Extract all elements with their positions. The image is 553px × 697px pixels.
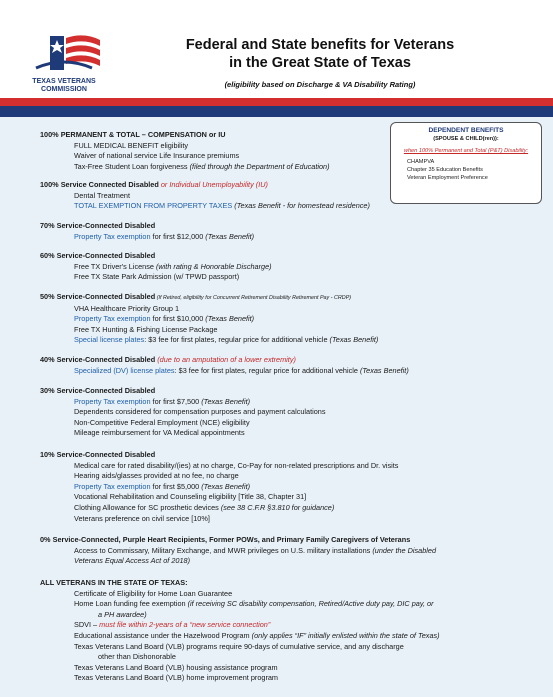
benefit-line: Home Loan funding fee exemption (if receiving SC disability compensation, Retired/Active duty pay, DIC pay, or [74,599,434,609]
section-heading: 30% Service-Connected Disabled [40,386,156,395]
benefit-line: Educational assistance under the Hazelwood Program (only applies “IF” initially enlisted within the state of Texas) [74,630,440,640]
benefit-line: Vocational Rehabilitation and Counseling eligibility [Title 38, Chapter 31] [74,492,307,502]
benefit-line: Property Tax exemption for first $5,000 (Texas Benefit) [74,481,251,491]
section-all-veterans [40,578,520,684]
benefit-line: Dependents considered for compensation purposes and payment calculations [74,407,326,417]
benefit-line: a PH awardee) [98,609,147,619]
section-50 [40,292,520,346]
benefit-line: Non-Competitive Federal Employment (NCE) eligibility [74,417,250,427]
benefit-line: TOTAL EXEMPTION FROM PROPERTY TAXES (Texas Benefit - for homestead residence) [74,201,370,211]
page-subtitle: (eligibility based on Discharge & VA Disability Rating) [224,80,416,89]
box-item: Veteran Employment Preference [407,175,488,181]
box-subtitle: (SPOUSE & CHILD(ren)): [433,136,499,142]
benefit-line: Veterans Equal Access Act of 2018) [74,556,191,566]
benefit-line: Texas Veterans Land Board (VLB) home improvement program [74,673,279,683]
benefit-line: SDVI – must file within 2-years of a “new service connection” [74,620,271,630]
red-stripe [0,98,553,106]
box-item: CHAMPVA [407,159,435,165]
benefit-line: Texas Veterans Land Board (VLB) housing assistance program [74,662,278,672]
section-heading: ALL VETERANS IN THE STATE OF TEXAS: [40,578,188,587]
section-30 [40,386,520,439]
benefit-line: FULL MEDICAL BENEFIT eligibility [74,140,189,150]
benefit-line: Free TX State Park Admission (w/ TPWD passport) [74,272,240,282]
benefit-line: Property Tax exemption for first $7,500 (Texas Benefit) [74,396,251,406]
header [0,0,553,96]
section-heading: 50% Service-Connected Disabled (If Retired, eligibility for Concurrent Retirement Disability Retirement Pay - CRDP) [40,292,352,301]
benefit-line: Free TX Hunting & Fishing License Package [74,324,218,334]
benefit-line: Medical care for rated disability/(ies) at no charge, Co-Pay for non-related prescriptions and Dr. visits [74,460,399,470]
section-heading: 70% Service-Connected Disabled [40,221,156,230]
benefit-line: Certificate of Eligibility for Home Loan Guarantee [74,588,233,598]
benefit-line: other than Dishonorable [98,652,176,662]
section-heading: 0% Service-Connected, Purple Heart Recipients, Former POWs, and Primary Family Caregivers of Veterans [40,535,411,544]
blue-stripe [0,106,553,117]
section-heading: 40% Service-Connected Disabled (due to an amputation of a lower extremity) [40,355,296,364]
benefit-line: Waiver of national service Life Insurance premiums [74,151,240,161]
section-0 [40,535,520,567]
logo-text: TEXAS VETERANS COMMISSION [32,78,96,93]
benefit-line: Dental Treatment [74,190,130,200]
box-item: Chapter 35 Education Benefits [407,167,483,173]
section-100-pt [40,130,520,172]
benefit-line: Free TX Driver's License (with rating & Honorable Discharge) [74,261,272,271]
section-heading: 60% Service-Connected Disabled [40,251,156,260]
section-heading: 100% PERMANENT & TOTAL – COMPENSATION or IU [40,130,226,139]
benefit-line: Special license plates: $3 fee for first plates, regular price for additional vehicle (Texas Benefit) [74,335,379,345]
section-100-sc [40,180,520,212]
section-40 [40,355,520,376]
benefit-line: Specialized (DV) license plates: $3 fee for first plates, regular price for additional vehicle (Texas Benefit) [74,365,409,375]
section-heading: 10% Service-Connected Disabled [40,450,156,459]
section-10 [40,450,520,524]
section-heading: 100% Service Connected Disabled or Individual Unemployability (IU) [40,180,268,189]
benefit-line: Texas Veterans Land Board (VLB) programs require 90-days of cumulative service, and any discharge [74,641,404,651]
benefit-line: Tax-Free Student Loan forgiveness (filed through the Department of Education) [74,161,330,171]
benefit-line: VHA Healthcare Priority Group 1 [74,303,180,313]
benefit-line: Access to Commissary, Military Exchange, and MWR privileges on U.S. military installations (under the Disabled [74,545,437,555]
benefit-line: Property Tax exemption for first $10,000 (Texas Benefit) [74,314,255,324]
section-70 [40,221,520,242]
benefit-line: Mileage reimbursement for VA Medical appointments [74,428,245,438]
benefit-line: Veterans preference on civil service [10%] [74,513,210,523]
benefit-line: Hearing aids/glasses provided at no fee, no charge [74,471,239,481]
box-condition: when 100% Permanent and Total (P&T) Disability: [403,148,529,154]
section-60 [40,251,520,283]
box-title: DEPENDENT BENEFITS [428,127,504,134]
benefit-line: Clothing Allowance for SC prosthetic devices (see 38 C.F.R §3.810 for guidance) [74,502,335,512]
page-title: Federal and State benefits for Veterans in the Great State of Texas [185,37,455,71]
benefit-line: Property Tax exemption for first $12,000 (Texas Benefit) [74,231,255,241]
